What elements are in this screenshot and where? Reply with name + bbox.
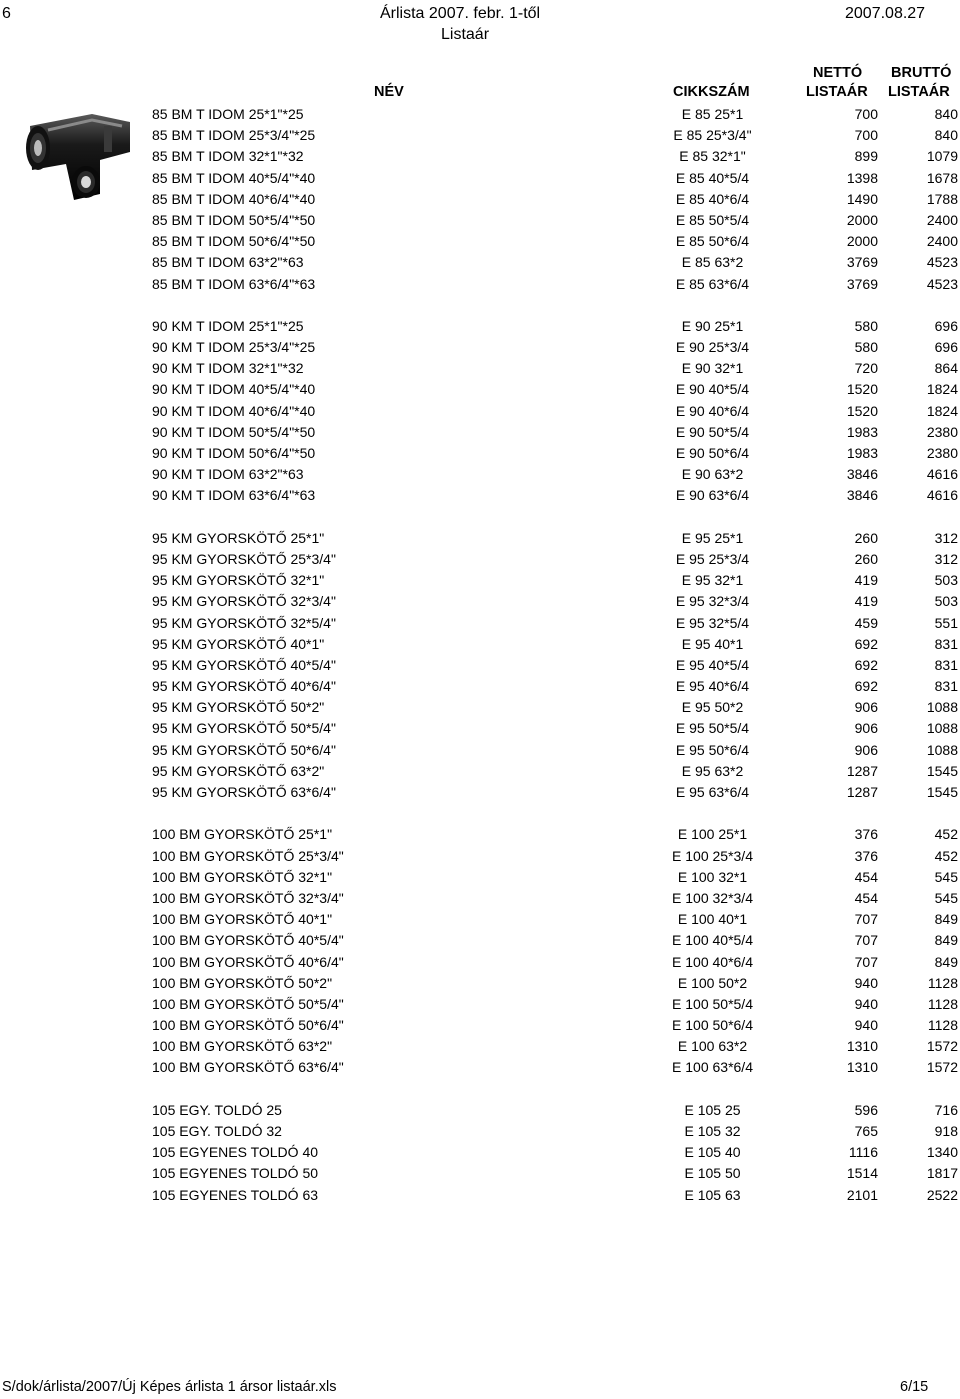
product-code: E 85 40*6/4: [675, 190, 750, 207]
product-name: 100 BM GYORSKÖTŐ 25*1": [152, 826, 333, 843]
gross-price: 696: [934, 317, 958, 334]
product-code: E 100 50*5/4: [672, 995, 753, 1012]
gross-price: 503: [934, 593, 958, 610]
gross-price: 545: [934, 889, 958, 906]
table-row: [0, 824, 960, 845]
gross-price: 840: [934, 106, 958, 122]
net-price: 1287: [846, 762, 878, 779]
net-price: 260: [854, 550, 878, 567]
gross-price: 1088: [926, 720, 958, 737]
product-code: E 100 63*2: [677, 1038, 748, 1055]
net-price: 1287: [846, 784, 878, 800]
product-code: E 95 40*1: [681, 635, 744, 652]
net-price: 720: [854, 360, 878, 377]
product-code: E 90 32*1: [681, 360, 744, 377]
net-price: 707: [854, 953, 878, 970]
product-name: 90 KM T IDOM 50*6/4"*50: [152, 445, 316, 461]
net-price: 940: [854, 1017, 878, 1034]
table-row: [0, 930, 960, 951]
gross-price: 1788: [926, 190, 958, 207]
table-row: [0, 252, 960, 273]
net-price: 596: [854, 1101, 878, 1118]
gross-price: 716: [934, 1101, 958, 1118]
product-code: E 100 40*1: [677, 911, 748, 928]
product-name: 85 BM T IDOM 50*6/4"*50: [152, 233, 316, 250]
gross-price: 1128: [927, 974, 958, 991]
net-price: 707: [854, 932, 878, 949]
table-row: [0, 1015, 960, 1036]
table-row: [0, 782, 960, 803]
net-price: 1983: [846, 423, 878, 440]
table-spacer-row: [0, 1079, 960, 1100]
product-code: E 85 63*6/4: [675, 275, 750, 292]
product-code: E 95 40*6/4: [675, 678, 750, 695]
product-name: 85 BM T IDOM 40*6/4"*40: [152, 190, 316, 207]
net-price: 3846: [846, 466, 878, 483]
net-price: 1490: [846, 190, 878, 207]
net-price: 700: [854, 127, 878, 144]
product-name: 95 KM GYORSKÖTŐ 50*2": [152, 699, 325, 716]
product-name: 90 KM T IDOM 25*3/4"*25: [152, 339, 316, 356]
table-row: [0, 337, 960, 358]
product-name: 100 BM GYORSKÖTŐ 63*6/4": [152, 1059, 344, 1076]
gross-price: 1088: [926, 741, 958, 758]
product-code: E 105 32: [684, 1123, 741, 1139]
product-name: 90 KM T IDOM 25*1"*25: [152, 317, 304, 334]
table-row: [0, 358, 960, 379]
gross-price: 918: [934, 1123, 958, 1139]
product-name: 105 EGY. TOLDÓ 25: [152, 1101, 282, 1118]
table-row: [0, 443, 960, 464]
product-code: E 90 63*2: [681, 466, 744, 483]
table-row: [0, 591, 960, 612]
product-code: E 90 25*3/4: [675, 339, 750, 356]
product-name: 100 BM GYORSKÖTŐ 32*3/4": [152, 889, 344, 906]
gross-price: 2380: [926, 445, 958, 461]
product-name: 85 BM T IDOM 25*1"*25: [152, 106, 304, 122]
gross-price: 551: [934, 614, 958, 631]
column-header-gross-line1: BRUTTÓ: [891, 65, 952, 81]
product-code: E 90 50*6/4: [675, 445, 750, 461]
product-name: 85 BM T IDOM 50*5/4"*50: [152, 211, 316, 228]
table-row: [0, 1057, 960, 1078]
product-name: 95 KM GYORSKÖTŐ 63*6/4": [152, 784, 336, 800]
net-price: 2000: [846, 211, 878, 228]
table-row: [0, 570, 960, 591]
gross-price: 452: [934, 847, 958, 864]
gross-price: 2522: [926, 1186, 958, 1203]
net-price: 1116: [848, 1144, 878, 1161]
product-name: 85 BM T IDOM 63*2"*63: [152, 254, 304, 271]
product-code: E 105 63: [684, 1186, 741, 1203]
table-row: [0, 210, 960, 231]
net-price: 1520: [846, 381, 878, 398]
net-price: 2000: [846, 233, 878, 250]
net-price: 1310: [846, 1038, 878, 1055]
table-row: [0, 125, 960, 146]
table-row: [0, 697, 960, 718]
net-price: 3769: [846, 254, 878, 271]
product-name: 100 BM GYORSKÖTŐ 50*2": [152, 974, 333, 991]
table-spacer-row: [0, 507, 960, 528]
gross-price: 1824: [926, 381, 958, 398]
product-code: E 95 32*1: [681, 572, 744, 589]
product-name: 95 KM GYORSKÖTŐ 40*5/4": [152, 656, 336, 673]
table-row: [0, 1163, 960, 1184]
product-code: E 85 50*6/4: [675, 233, 750, 250]
date-label: 2007.08.27: [845, 5, 926, 22]
product-name: 100 BM GYORSKÖTŐ 40*6/4": [152, 953, 344, 970]
gross-price: 840: [934, 127, 958, 144]
product-code: E 85 32*1": [679, 148, 746, 165]
column-header-gross-line2: LISTAÁR: [888, 84, 950, 100]
product-name: 100 BM GYORSKÖTŐ 32*1": [152, 868, 333, 885]
product-name: 105 EGYENES TOLDÓ 63: [152, 1186, 319, 1203]
gross-price: 849: [934, 932, 958, 949]
gross-price: 696: [934, 339, 958, 356]
product-code: E 90 63*6/4: [675, 487, 750, 504]
gross-price: 1128: [927, 995, 958, 1012]
net-price: 1398: [846, 169, 878, 186]
product-code: E 100 25*1: [677, 826, 748, 843]
product-code: E 85 40*5/4: [675, 169, 750, 186]
net-price: 906: [854, 699, 878, 716]
net-price: 707: [854, 911, 878, 928]
net-price: 940: [854, 995, 878, 1012]
gross-price: 2380: [926, 423, 958, 440]
table-row: [0, 634, 960, 655]
net-price: 580: [854, 317, 878, 334]
product-code: E 100 32*1: [677, 868, 748, 885]
product-name: 105 EGY. TOLDÓ 32: [152, 1123, 282, 1139]
footer-page: 6/15: [900, 1379, 929, 1395]
net-price: 419: [854, 593, 878, 610]
table-row: [0, 549, 960, 570]
product-name: 100 BM GYORSKÖTŐ 40*1": [152, 911, 333, 928]
net-price: 459: [854, 614, 878, 631]
gross-price: 849: [934, 911, 958, 928]
product-code: E 105 25: [684, 1101, 741, 1118]
product-code: E 100 63*6/4: [672, 1059, 753, 1076]
product-code: E 95 32*3/4: [675, 593, 750, 610]
net-price: 3769: [846, 275, 878, 292]
page-subtitle: Listaár: [441, 26, 490, 43]
table-row: [0, 104, 960, 125]
gross-price: 1088: [926, 699, 958, 716]
gross-price: 831: [934, 678, 958, 695]
table-row: [0, 1142, 960, 1163]
table-row: [0, 613, 960, 634]
net-price: 940: [854, 974, 878, 991]
gross-price: 503: [934, 572, 958, 589]
net-price: 899: [854, 148, 878, 165]
net-price: 454: [854, 889, 878, 906]
product-code: E 95 63*6/4: [675, 784, 750, 800]
product-name: 100 BM GYORSKÖTŐ 25*3/4": [152, 847, 344, 864]
product-name: 95 KM GYORSKÖTŐ 25*1": [152, 529, 325, 546]
product-code: E 95 25*3/4: [675, 550, 750, 567]
table-row: [0, 1121, 960, 1142]
page-title: Árlista 2007. febr. 1-től: [380, 5, 541, 22]
gross-price: 1572: [926, 1038, 958, 1055]
product-code: E 85 25*1: [681, 106, 744, 122]
product-code: E 95 40*5/4: [675, 656, 750, 673]
table-row: [0, 231, 960, 252]
gross-price: 452: [934, 826, 958, 843]
product-name: 85 BM T IDOM 32*1"*32: [152, 148, 304, 165]
gross-price: 2400: [926, 233, 958, 250]
product-name: 90 KM T IDOM 40*5/4"*40: [152, 381, 316, 398]
table-row: [0, 761, 960, 782]
product-code: E 85 63*2: [681, 254, 744, 271]
net-price: 419: [854, 572, 878, 589]
product-code: E 95 50*5/4: [675, 720, 750, 737]
net-price: 692: [854, 678, 878, 695]
gross-price: 1572: [926, 1059, 958, 1076]
product-name: 95 KM GYORSKÖTŐ 40*1": [152, 635, 325, 652]
net-price: 2101: [846, 1186, 878, 1203]
product-name: 95 KM GYORSKÖTŐ 40*6/4": [152, 678, 336, 695]
product-name: 95 KM GYORSKÖTŐ 25*3/4": [152, 550, 336, 567]
gross-price: 4523: [926, 254, 958, 271]
table-row: [0, 316, 960, 337]
column-header-net-line1: NETTÓ: [813, 65, 863, 81]
net-price: 1514: [846, 1165, 878, 1182]
price-table: [0, 104, 960, 1206]
product-name: 95 KM GYORSKÖTŐ 32*1": [152, 572, 325, 589]
table-row: [0, 973, 960, 994]
table-row: [0, 485, 960, 506]
gross-price: 312: [934, 550, 958, 567]
product-name: 95 KM GYORSKÖTŐ 32*5/4": [152, 614, 336, 631]
table-spacer-row: [0, 295, 960, 316]
column-header-name: NÉV: [374, 84, 404, 100]
net-price: 1520: [846, 402, 878, 419]
product-code: E 85 50*5/4: [675, 211, 750, 228]
gross-price: 1545: [926, 762, 958, 779]
net-price: 1983: [846, 445, 878, 461]
gross-price: 1128: [927, 1017, 958, 1034]
gross-price: 831: [934, 656, 958, 673]
net-price: 692: [854, 635, 878, 652]
product-name: 95 KM GYORSKÖTŐ 63*2": [152, 762, 325, 779]
net-price: 700: [854, 106, 878, 122]
gross-price: 4616: [926, 487, 958, 504]
table-row: [0, 189, 960, 210]
net-price: 454: [854, 868, 878, 885]
product-name: 100 BM GYORSKÖTŐ 63*2": [152, 1038, 333, 1055]
product-name: 95 KM GYORSKÖTŐ 50*5/4": [152, 720, 336, 737]
table-row: [0, 422, 960, 443]
product-name: 85 BM T IDOM 25*3/4"*25: [152, 127, 316, 144]
product-name: 95 KM GYORSKÖTŐ 50*6/4": [152, 741, 336, 758]
table-row: [0, 379, 960, 400]
product-name: 90 KM T IDOM 40*6/4"*40: [152, 402, 316, 419]
table-row: [0, 846, 960, 867]
net-price: 906: [854, 720, 878, 737]
table-row: [0, 146, 960, 167]
product-code: E 100 50*6/4: [672, 1017, 753, 1034]
net-price: 906: [854, 741, 878, 758]
table-row: [0, 464, 960, 485]
gross-price: 831: [934, 635, 958, 652]
net-price: 692: [854, 656, 878, 673]
gross-price: 4523: [926, 275, 958, 292]
product-code: E 90 40*6/4: [675, 402, 750, 419]
product-name: 95 KM GYORSKÖTŐ 32*3/4": [152, 593, 336, 610]
footer-file-path: S/dok/árlista/2007/Új Képes árlista 1 ársor listaár.xls: [2, 1379, 337, 1395]
product-name: 90 KM T IDOM 32*1"*32: [152, 360, 304, 377]
page-number: 6: [2, 5, 11, 22]
net-price: 765: [854, 1123, 878, 1139]
product-code: E 90 40*5/4: [675, 381, 750, 398]
product-code: E 95 50*2: [681, 699, 744, 716]
product-code: E 100 40*6/4: [672, 953, 753, 970]
product-code: E 95 25*1: [681, 529, 744, 546]
column-header-code: CIKKSZÁM: [673, 84, 750, 100]
product-code: E 95 32*5/4: [675, 614, 750, 631]
product-code: E 95 63*2: [681, 762, 744, 779]
product-name: 90 KM T IDOM 63*2"*63: [152, 466, 304, 483]
product-code: E 105 40: [684, 1144, 741, 1161]
table-row: [0, 994, 960, 1015]
gross-price: 545: [934, 868, 958, 885]
column-header-net-line2: LISTAÁR: [806, 84, 868, 100]
product-name: 105 EGYENES TOLDÓ 50: [152, 1165, 319, 1182]
gross-price: 849: [934, 953, 958, 970]
gross-price: 1817: [926, 1165, 958, 1182]
net-price: 3846: [846, 487, 878, 504]
net-price: 1310: [846, 1059, 878, 1076]
table-row: [0, 528, 960, 549]
table-row: [0, 740, 960, 761]
net-price: 376: [854, 847, 878, 864]
table-row: [0, 867, 960, 888]
gross-price: 1340: [926, 1144, 958, 1161]
table-row: [0, 888, 960, 909]
product-name: 100 BM GYORSKÖTŐ 50*6/4": [152, 1017, 344, 1034]
table-row: [0, 274, 960, 295]
gross-price: 2400: [926, 211, 958, 228]
product-code: E 100 32*3/4: [672, 889, 753, 906]
table-row: [0, 168, 960, 189]
product-code: E 100 40*5/4: [672, 932, 753, 949]
gross-price: 1545: [926, 784, 958, 800]
gross-price: 1678: [926, 169, 958, 186]
product-name: 90 KM T IDOM 50*5/4"*50: [152, 423, 316, 440]
table-row: [0, 1185, 960, 1206]
net-price: 580: [854, 339, 878, 356]
gross-price: 4616: [926, 466, 958, 483]
table-row: [0, 718, 960, 739]
product-name: 100 BM GYORSKÖTŐ 40*5/4": [152, 932, 344, 949]
table-row: [0, 909, 960, 930]
product-code: E 105 50: [684, 1165, 741, 1182]
product-code: E 90 50*5/4: [675, 423, 750, 440]
gross-price: 312: [934, 529, 958, 546]
product-code: E 95 50*6/4: [675, 741, 750, 758]
gross-price: 1824: [926, 402, 958, 419]
table-row: [0, 1100, 960, 1121]
table-spacer-row: [0, 803, 960, 824]
product-name: 85 BM T IDOM 63*6/4"*63: [152, 275, 316, 292]
net-price: 376: [854, 826, 878, 843]
table-row: [0, 952, 960, 973]
table-row: [0, 655, 960, 676]
table-row: [0, 676, 960, 697]
product-name: 85 BM T IDOM 40*5/4"*40: [152, 169, 316, 186]
net-price: 260: [854, 529, 878, 546]
gross-price: 864: [934, 360, 958, 377]
table-row: [0, 401, 960, 422]
product-name: 90 KM T IDOM 63*6/4"*63: [152, 487, 316, 504]
product-code: E 90 25*1: [681, 317, 744, 334]
product-code: E 100 25*3/4: [672, 847, 753, 864]
gross-price: 1079: [926, 148, 958, 165]
product-name: 100 BM GYORSKÖTŐ 50*5/4": [152, 995, 344, 1012]
product-name: 105 EGYENES TOLDÓ 40: [152, 1144, 319, 1161]
product-code: E 100 50*2: [677, 974, 748, 991]
product-code: E 85 25*3/4": [673, 127, 752, 144]
table-row: [0, 1036, 960, 1057]
